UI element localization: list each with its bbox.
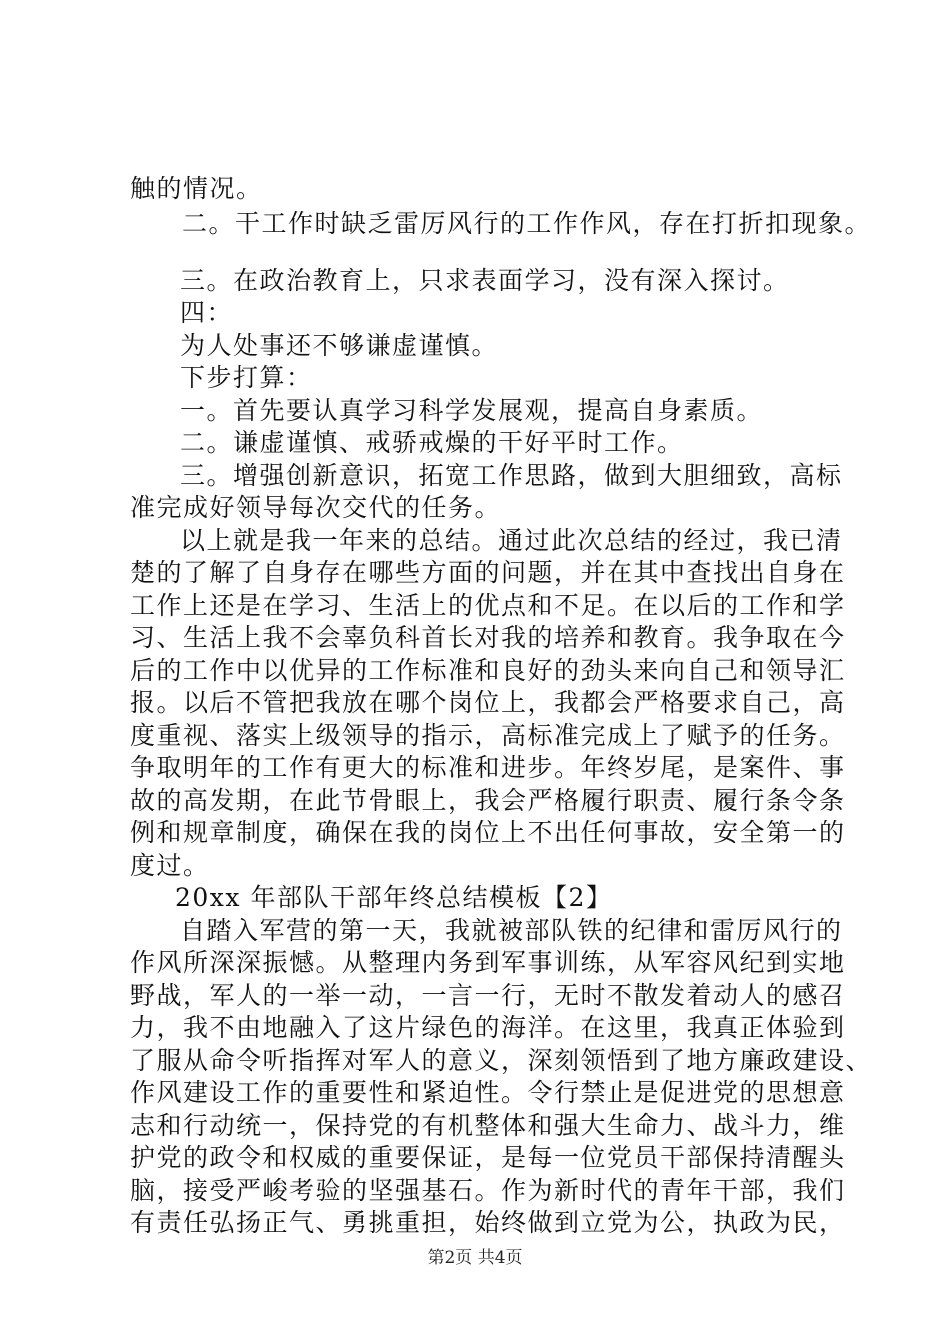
text-line: 脑，接受严峻考验的坚强基石。作为新时代的青年干部，我们 bbox=[130, 1176, 846, 1205]
text-line: 力，我不由地融入了这片绿色的海洋。在这里，我真正体验到 bbox=[130, 1013, 846, 1042]
text-line: 自踏入军营的第一天，我就被部队铁的纪律和雷厉风行的 bbox=[180, 916, 843, 945]
text-line: 楚的了解了自身存在哪些方面的问题，并在其中查找出自身在 bbox=[130, 558, 846, 587]
text-line: 触的情况。 bbox=[130, 174, 263, 203]
text-line: 志和行动统一，保持党的有机整体和强大生命力、战斗力，维 bbox=[130, 1111, 846, 1140]
text-line: 后的工作中以优异的工作标准和良好的劲头来向自己和领导汇 bbox=[130, 656, 846, 685]
text-line: 例和规章制度，确保在我的岗位上不出任何事故，安全第一的 bbox=[130, 818, 846, 847]
text-line: 准完成好领导每次交代的任务。 bbox=[130, 493, 502, 522]
text-line: 作风建设工作的重要性和紧迫性。令行禁止是促进党的思想意 bbox=[130, 1078, 846, 1107]
text-line: 有责任弘扬正气、勇挑重担，始终做到立党为公，执政为民， bbox=[130, 1208, 846, 1237]
text-line: 下步打算： bbox=[180, 363, 313, 392]
text-line: 二。干工作时缺乏雷厉风行的工作作风，存在打折扣现象。 bbox=[182, 209, 872, 238]
text-line: 三。增强创新意识，拓宽工作思路，做到大胆细致，高标 bbox=[180, 461, 843, 490]
page-number-footer: 第2页 共4页 bbox=[427, 1248, 523, 1268]
text-line: 三。在政治教育上，只求表面学习，没有深入探讨。 bbox=[180, 266, 790, 295]
text-line: 一。首先要认真学习科学发展观，提高自身素质。 bbox=[180, 396, 764, 425]
text-line: 工作上还是在学习、生活上的优点和不足。在以后的工作和学 bbox=[130, 591, 846, 620]
text-line: 了服从命令听指挥对军人的意义，深刻领悟到了地方廉政建设、 bbox=[130, 1046, 873, 1075]
text-line: 度重视、落实上级领导的指示，高标准完成上了赋予的任务。 bbox=[130, 721, 846, 750]
text-line: 习、生活上我不会辜负科首长对我的培养和教育。我争取在今 bbox=[130, 623, 846, 652]
section-heading: 20xx 年部队干部年终总结模板【2】 bbox=[175, 883, 613, 912]
text-line: 故的高发期，在此节骨眼上，我会严格履行职责、履行条令条 bbox=[130, 786, 846, 815]
text-line: 为人处事还不够谦虚谨慎。 bbox=[180, 331, 499, 360]
text-line: 以上就是我一年来的总结。通过此次总结的经过，我已清 bbox=[180, 526, 843, 555]
text-line: 报。以后不管把我放在哪个岗位上，我都会严格要求自己，高 bbox=[130, 688, 846, 717]
text-line: 度过。 bbox=[130, 851, 210, 880]
text-line: 作风所深深振憾。从整理内务到军事训练，从军容风纪到实地 bbox=[130, 948, 846, 977]
text-line: 四： bbox=[180, 298, 234, 327]
text-line: 二。谦虚谨慎、戒骄戒燥的干好平时工作。 bbox=[180, 428, 684, 457]
text-line: 护党的政令和权威的重要保证，是每一位党员干部保持清醒头 bbox=[130, 1143, 846, 1172]
text-line: 野战，军人的一举一动，一言一行，无时不散发着动人的感召 bbox=[130, 981, 846, 1010]
text-line: 争取明年的工作有更大的标准和进步。年终岁尾，是案件、事 bbox=[130, 753, 846, 782]
